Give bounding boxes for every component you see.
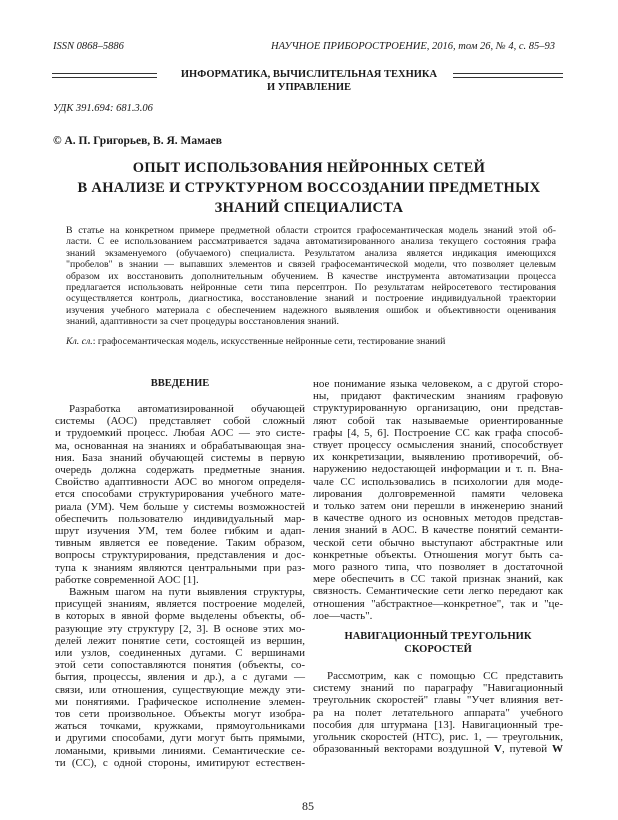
text-line: Рассмотрим, как с помощью СС представить — [327, 670, 563, 682]
text-line: присущей знаниям, является построение моделей, — [55, 598, 305, 611]
paragraph — [313, 670, 563, 743]
text-line: бытия, процессы, явления и др.), а с дугами — — [55, 671, 305, 684]
text-line: лирования долговременной памяти человека — [313, 487, 563, 500]
heading-line: НАВИГАЦИОННЫЙ ТРЕУГОЛЬНИК — [344, 631, 532, 642]
title-line: ЗНАНИЙ СПЕЦИАЛИСТА — [214, 200, 404, 216]
text-line: системы (АОС) представляет собой сложный — [55, 415, 305, 428]
text-segment: образованный векторами воздушной — [313, 743, 495, 756]
text-segment: , путевой — [501, 743, 553, 756]
title-line: В АНАЛИЗЕ И СТРУКТУРНОМ ВОССОЗДАНИИ ПРЕДМЕТНЫХ — [77, 180, 541, 196]
right-column — [313, 378, 563, 622]
text-line: тивным является ее поведение. Таким образом, — [55, 537, 305, 550]
heading-introduction: ВВЕДЕНИЕ — [150, 378, 210, 389]
section-title: ИНФОРМАТИКА, ВЫЧИСЛИТЕЛЬНАЯ ТЕХНИКА — [180, 69, 438, 80]
authors: © А. П. Григорьев, В. Я. Мамаев — [53, 135, 222, 147]
udk: УДК 391.694: 681.3.06 — [53, 103, 153, 114]
text-line: риала (УМ). Чем больше у системы возможностей — [55, 500, 305, 513]
text-line: ния. База знаний обучающей системы в первую — [55, 451, 305, 464]
text-line: шрут изучения УМ, тем более гибким и адап- — [55, 525, 305, 538]
abstract — [66, 225, 556, 328]
text-line: связи, или отношения, существующие между эти- — [55, 683, 305, 696]
text-line: систему знаний по параграфу "Навигационный — [313, 682, 563, 695]
text-line: ласти. С ее использованием рассматривается задача автоматизированного анализа текущего состояния графа — [66, 236, 556, 248]
text-line: связность. Семантические сети легко передают как — [313, 585, 563, 598]
text-line: наружению недостающей информации и т. п. Вна- — [313, 463, 563, 476]
article-title — [0, 158, 618, 218]
keywords-text: : графосемантическая модель, искусственные нейронные сети, тестирование знаний — [92, 336, 446, 347]
text-line: Свойство адаптивности АОС во многом определя- — [55, 476, 305, 489]
text-line: и только затем они перешли в инженерию знаний — [313, 500, 563, 513]
text-line: ляют собой так называемые ориентированные — [313, 414, 563, 427]
text-line: жаться точками, кружками, прямоугольниками — [55, 720, 305, 733]
text-line: ра на полет летательного аппарата" учебного — [313, 706, 563, 719]
text-line: осуществляется контроль, диагностика, восстановление знаний и построение индивидуальной траектории — [66, 293, 556, 305]
text-line: работке современной АОС [1]. — [55, 573, 199, 586]
text-line: и другими способами, дуги могут быть прямыми, — [55, 732, 305, 745]
paragraph — [313, 378, 563, 622]
text-line: мого разного типа, что позволяет в достаточной — [313, 561, 563, 574]
text-line: тов сети произвольное. Объекты могут изобра- — [55, 708, 305, 721]
vector-w: W — [552, 743, 564, 756]
text-line: структурированную организацию, они представ- — [313, 402, 563, 415]
text-line: очередь должна содержать предметные знания. — [55, 464, 305, 477]
text-line: конкретные объекты. Отношения могут быть са- — [313, 548, 563, 561]
text-line: их конкретизации, выявлению противоречий, об- — [313, 451, 563, 464]
text-line: ны, придают фактическим знаниям графовую — [313, 390, 563, 403]
left-column — [55, 403, 305, 769]
text-line: и трудоемкий процесс. Любая АОС — это систе- — [55, 427, 305, 440]
right-column-section — [313, 670, 563, 755]
keywords — [66, 336, 445, 347]
text-line: ления знаний в АОС. В качестве понятий семанти- — [313, 524, 563, 537]
text-line: угольник скоростей (НТС), рис. 1, — треугольник, — [313, 731, 563, 744]
heading-navigation-triangle — [313, 630, 563, 656]
text-line: ми понятиями. Графическое исполнение элемен- — [55, 695, 305, 708]
text-line: или узлов, соединенных дугами. С вершинами — [55, 647, 305, 660]
text-line: в качестве одного из основных методов представ- — [313, 512, 563, 525]
keywords-label: Кл. сл. — [66, 336, 93, 347]
text-line: Разработка автоматизированной обучающей — [69, 403, 305, 415]
heading-line: СКОРОСТЕЙ — [404, 644, 472, 655]
text-line: знаний, адаптивности за счет процедуры восстановления знаний. — [66, 316, 339, 328]
paragraph — [55, 586, 305, 769]
title-line: ОПЫТ ИСПОЛЬЗОВАНИЯ НЕЙРОННЫХ СЕТЕЙ — [132, 160, 486, 176]
text-line: предлагается использовать нейронные сети типа персептрон. По результатам нейросетевого тестирования — [66, 282, 556, 294]
issn: ISSN 0868–5886 — [53, 41, 124, 52]
text-line: мере обеспечить в СС такой признак знаний, как — [313, 573, 563, 586]
text-line: Важным шагом на пути выявления структуры, — [69, 586, 305, 599]
text-line: ется способами структурирования учебного мате- — [55, 488, 305, 501]
text-line: пособия для штурмана [13]. Навигационный тре- — [313, 718, 563, 731]
text-line: отношения "абстрактное—конкретное", так и "це- — [313, 597, 563, 610]
text-line: разующие эту структуру [2, 3]. В основе этих мо- — [55, 622, 305, 635]
text-line: ма, основанная на знаниях и обрабатывающая зна- — [55, 439, 305, 452]
text-line: знаний экзаменуемого (обучаемого) специалиста. Результатом анализа является индикация имеющихся — [66, 247, 556, 259]
text-line: ное понимание языка человеком, а с другой сторо- — [313, 378, 563, 390]
text-line: тупа к знаниям являются центральными при раз- — [55, 561, 305, 574]
text-line: обеспечить пользователю индивидуальный мар- — [55, 512, 305, 525]
page-number: 85 — [302, 799, 314, 813]
section-title-2: И УПРАВЛЕНИЕ — [266, 82, 352, 93]
text-line — [313, 743, 563, 755]
text-line: этой сети сопоставляются понятия (объекты, со- — [55, 659, 305, 672]
text-line: вопросы структурирования, представления и дос- — [55, 549, 305, 562]
paragraph — [55, 403, 305, 586]
text-line: ствует процессу осмысления знаний, способствует — [313, 439, 563, 452]
text-line: ломаными, кривыми линиями. Семантические се- — [55, 744, 305, 757]
text-line: В статье на конкретном примере предметной области строится графосемантическая модель знаний этой об- — [66, 225, 556, 236]
text-line: делей лежит понятие сети, состоящей из вершин, — [55, 634, 305, 647]
text-line: "пробелов" в знании — выпавших элементов и связей графосемантической модели, что позволяет целевым — [66, 259, 556, 271]
journal-citation: НАУЧНОЕ ПРИБОРОСТРОЕНИЕ, 2016, том 26, № 4, с. 85–93 — [271, 41, 555, 52]
text-line: образом их восстановить дополнительным обучением. В качестве инструмента автоматизации процесса — [66, 270, 556, 282]
text-line: ти (СС), с одной стороны, имитируют естествен- — [55, 756, 305, 769]
text-line: треугольник скоростей" главы "Учет влияния вет- — [313, 694, 563, 707]
text-line: ческой сети обычно выступают абстрактные или — [313, 536, 563, 549]
text-line: в которых в явной форме выделены объекты, об- — [55, 610, 305, 623]
text-line: чале СС использовались в психологии для моде- — [313, 475, 563, 488]
text-line: изучения учебного материала с обеспечением надежного выявления ошибок и объективности оценивания — [66, 304, 556, 316]
vector-v: V — [494, 743, 502, 756]
text-line: графы [4, 5, 6]. Построение СС как графа способ- — [313, 426, 563, 439]
text-line: лое—часть". — [313, 609, 373, 622]
